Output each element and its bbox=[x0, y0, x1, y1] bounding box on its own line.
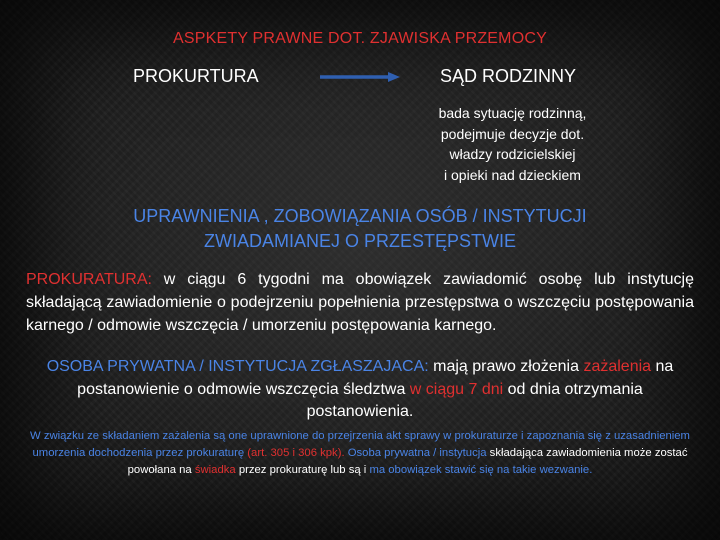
witness-highlight: świadka bbox=[194, 464, 236, 477]
prosecutor-label: PROKURATURA: bbox=[26, 271, 152, 288]
right-description bbox=[400, 103, 625, 185]
note-text: składająca zawiadomienia może zostać powołana na bbox=[127, 447, 688, 477]
section-heading-line: ZWIADAMIANEJ O PRZESTĘPSTWIE bbox=[203, 231, 517, 251]
left-heading: PROKURTURA bbox=[133, 66, 259, 86]
right-arrow-icon bbox=[320, 70, 400, 84]
para2-text: od dnia otrzymania postanowienia. bbox=[306, 380, 643, 420]
prosecutor-paragraph bbox=[26, 268, 694, 337]
deadline-highlight: w ciągu 7 dni bbox=[409, 380, 504, 398]
note-blue-highlight: ma obowiązek stawić się na takie wezwanie. bbox=[369, 464, 593, 477]
description-line: i opieki nad dzieckiem bbox=[444, 166, 581, 183]
description-line: podejmuje decyzje dot. bbox=[440, 125, 585, 142]
footnote bbox=[30, 428, 690, 480]
complaint-highlight: zażalenia bbox=[583, 358, 652, 375]
section-heading bbox=[40, 204, 680, 254]
description-line: bada sytuację rodzinną, bbox=[438, 105, 587, 121]
para2-text: na postanowienie o odmowie wszczęcia śledztwa bbox=[77, 358, 674, 398]
right-heading: SĄD RODZINNY bbox=[440, 66, 577, 86]
slide-title: ASPKETY PRAWNE DOT. ZJAWISKA PRZEMOCY bbox=[173, 30, 547, 47]
description-line: władzy rodzicielskiej bbox=[449, 146, 576, 162]
note-text: przez prokuraturę lub są i bbox=[235, 464, 370, 477]
note-blue-highlight: Osoba prywatna / instytucja bbox=[347, 447, 487, 460]
note-text: W związku ze składaniem zażalenia są one uprawnione do przejrzenia akt sprawy w prokuraturze i zapoznania się z uzasadnieniem umorzenia dochodzenia przez prokuraturę bbox=[30, 430, 690, 460]
prosecutor-text: w ciągu 6 tygodni ma obowiązek zawiadomić osobę lub instytucję składającą zawiadomienie o podejrzeniu popełnienia przestępstwa o wszczęciu postępowania karnego / odmowie wszczęcia / umorzeniu postępowania karnego. bbox=[26, 271, 694, 334]
private-party-paragraph bbox=[28, 356, 692, 424]
article-highlight: (art. 305 i 306 kpk). bbox=[247, 447, 345, 460]
section-heading-line: UPRAWNIENIA , ZOBOWIĄZANIA OSÓB / INSTYTUCJI bbox=[133, 206, 587, 226]
para2-text: mają prawo złożenia bbox=[428, 358, 584, 375]
private-party-label: OSOBA PRYWATNA / INSTYTUCJA ZGŁASZAJACA: bbox=[46, 358, 429, 375]
